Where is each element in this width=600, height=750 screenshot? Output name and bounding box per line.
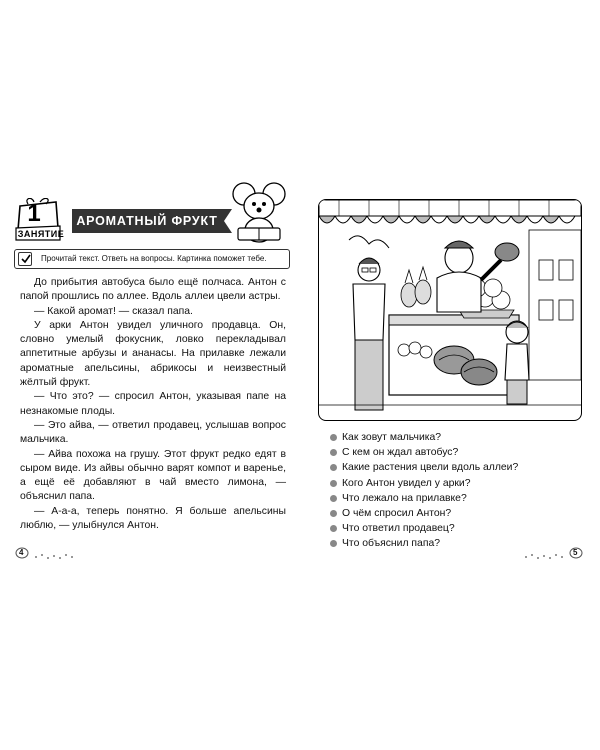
story-paragraph: У арки Антон увидел уличного продавца. Он, словно умелый фокусник, ловко перекладывал аппетитные арбузы и ананасы. На прилавке лежали ароматные апельсины, абрикосы и неизвестный жёлтый фрукт. (20, 319, 286, 389)
bullet-icon (330, 434, 337, 441)
lesson-number: 1 (27, 200, 41, 227)
fruit-stall-illustration-icon (319, 200, 581, 420)
story-paragraph: — Какой аромат! — сказал папа. (34, 305, 193, 317)
bullet-icon (330, 525, 337, 532)
story-text (20, 276, 286, 533)
story-paragraph: — Что это? — спросил Антон, указывая папе на незнакомые плоды. (20, 391, 286, 417)
checkmark-icon (18, 252, 32, 266)
page-number: 5 (573, 548, 578, 557)
market-illustration (318, 199, 582, 421)
list-item: Кого Антон увидел у арки? (330, 476, 590, 491)
list-item: О чём спросил Антон? (330, 506, 590, 521)
questions-list (330, 430, 590, 552)
list-item: Что объяснил папа? (330, 536, 590, 551)
story-paragraph: — Айва похожа на грушу. Этот фрукт редко едят в сыром виде. Из айвы обычно варят компот и варенье, а ещё её добавляют в чай вместо лимона, — объяснил папа. (20, 448, 286, 503)
story-paragraph: — Это айва, — ответил продавец, услышав вопрос мальчика. (20, 419, 286, 446)
bullet-icon (330, 495, 337, 502)
lesson-label: ЗАНЯТИЕ (17, 229, 65, 239)
story-paragraph: — А-а-а, теперь понятно. Я больше апельсины люблю, — улыбнулся Антон. (20, 505, 286, 532)
task-instruction: Прочитай текст. Ответь на вопросы. Картинка поможет тебе. (41, 254, 267, 263)
page-number: 4 (19, 548, 24, 557)
story-paragraph: До прибытия автобуса было ещё полчаса. Антон с папой прошлись по аллее. Вдоль аллеи цвели астры. (20, 277, 286, 303)
right-page (300, 0, 600, 750)
bullet-icon (330, 464, 337, 471)
bullet-icon (330, 540, 337, 547)
mouse-icon (224, 180, 294, 246)
footer-decoration-icon (518, 547, 588, 563)
page-title: АРОМАТНЫЙ ФРУКТ (76, 214, 218, 228)
list-item: Что лежало на прилавке? (330, 491, 590, 506)
list-item: С кем он ждал автобус? (330, 445, 590, 460)
right-footer (518, 547, 588, 563)
task-box (14, 249, 290, 269)
bullet-icon (330, 510, 337, 517)
bullet-icon (330, 449, 337, 456)
list-item: Какие растения цвели вдоль аллеи? (330, 460, 590, 475)
list-item: Что ответил продавец? (330, 521, 590, 536)
list-item: Как зовут мальчика? (330, 430, 590, 445)
left-footer (12, 547, 82, 563)
bullet-icon (330, 480, 337, 487)
